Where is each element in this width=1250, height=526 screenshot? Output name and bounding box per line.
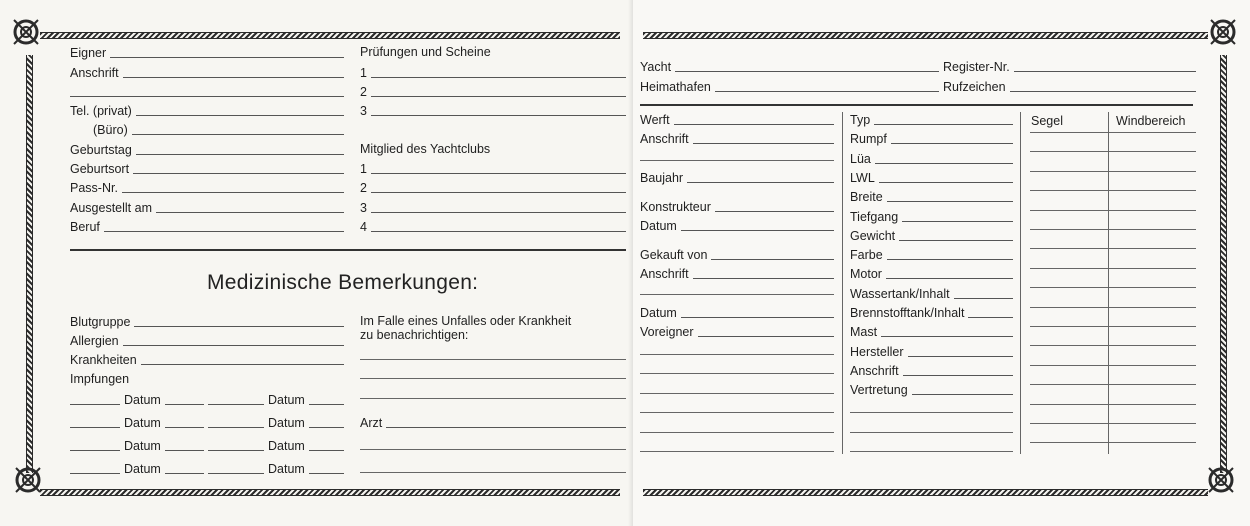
field-hersteller[interactable]: Hersteller	[850, 343, 1013, 359]
field-ausgestellt-am[interactable]: Ausgestellt am	[70, 199, 344, 215]
arzt-line[interactable]	[360, 472, 626, 473]
anschrift-line[interactable]	[640, 160, 834, 161]
segel-header: Segel	[1031, 114, 1063, 128]
field-vertretung[interactable]: Vertretung	[850, 381, 1013, 397]
field-mast[interactable]: Mast	[850, 323, 1013, 339]
anchor-knot-icon	[8, 14, 44, 50]
sail-row-line[interactable]	[1030, 345, 1196, 346]
rope-border-top	[643, 32, 1208, 39]
sail-row-line[interactable]	[1030, 248, 1196, 249]
specs-line[interactable]	[850, 432, 1013, 433]
specs-line[interactable]	[850, 451, 1013, 452]
field-blutgruppe[interactable]: Blutgruppe	[70, 313, 344, 329]
impfung-row[interactable]: Datum	[208, 460, 344, 476]
impfung-row[interactable]: Datum	[208, 414, 344, 430]
sail-row-line[interactable]	[1030, 171, 1196, 172]
field-tel-buero[interactable]: (Büro)	[93, 121, 344, 137]
field-anschrift[interactable]: Anschrift	[70, 64, 344, 80]
sail-row-line[interactable]	[1030, 268, 1196, 269]
right-page	[633, 0, 1250, 526]
voreigner-line[interactable]	[640, 412, 834, 413]
notify-line[interactable]	[360, 378, 626, 379]
rope-border-bottom	[643, 489, 1208, 496]
field-breite[interactable]: Breite	[850, 188, 1013, 204]
sail-row-line[interactable]	[1030, 423, 1196, 424]
voreigner-line[interactable]	[640, 451, 834, 452]
pruefungen-heading: Prüfungen und Scheine	[360, 45, 491, 59]
field-anschrift[interactable]: Anschrift	[640, 130, 834, 146]
field-anschrift-line2[interactable]	[70, 83, 344, 99]
sail-row-line[interactable]	[1030, 229, 1196, 230]
field-arzt[interactable]: Arzt	[360, 414, 626, 430]
field-konstrukteur[interactable]: Konstrukteur	[640, 198, 834, 214]
anchor-knot-icon	[1203, 462, 1239, 498]
field-eigner[interactable]: Eigner	[70, 44, 344, 60]
field-mitglied-2[interactable]: 2	[360, 179, 626, 195]
impfung-row[interactable]: Datum	[70, 460, 204, 476]
notify-label-1: Im Falle eines Unfalles oder Krankheit	[360, 314, 572, 328]
field-baujahr[interactable]: Baujahr	[640, 169, 834, 185]
field-rumpf[interactable]: Rumpf	[850, 130, 1013, 146]
field-voreigner[interactable]: Voreigner	[640, 323, 834, 339]
field-tiefgang[interactable]: Tiefgang	[850, 208, 1013, 224]
voreigner-line[interactable]	[640, 373, 834, 374]
impfung-row[interactable]: Datum	[208, 437, 344, 453]
field-lua[interactable]: Lüa	[850, 150, 1013, 166]
sail-row-line[interactable]	[1030, 132, 1196, 133]
sail-row-line[interactable]	[1030, 210, 1196, 211]
impfung-row[interactable]: Datum	[70, 414, 204, 430]
field-pruefung-1[interactable]: 1	[360, 64, 626, 80]
field-wassertank[interactable]: Wassertank/Inhalt	[850, 285, 1013, 301]
field-datum-2[interactable]: Datum	[640, 304, 834, 320]
sail-row-line[interactable]	[1030, 365, 1196, 366]
field-gewicht[interactable]: Gewicht	[850, 227, 1013, 243]
sail-row-line[interactable]	[1030, 442, 1196, 443]
field-lwl[interactable]: LWL	[850, 169, 1013, 185]
field-mitglied-4[interactable]: 4	[360, 218, 626, 234]
field-allergien[interactable]: Allergien	[70, 332, 344, 348]
field-farbe[interactable]: Farbe	[850, 246, 1013, 262]
field-pass-nr[interactable]: Pass-Nr.	[70, 179, 344, 195]
impfungen-label: Impfungen	[70, 372, 130, 386]
impfung-row[interactable]: Datum	[70, 391, 204, 407]
field-register-nr[interactable]: Register-Nr.	[943, 58, 1196, 74]
sail-row-line[interactable]	[1030, 307, 1196, 308]
field-pruefung-2[interactable]: 2	[360, 83, 626, 99]
field-krankheiten[interactable]: Krankheiten	[70, 351, 344, 367]
rope-border-right	[1220, 55, 1227, 473]
impfung-row[interactable]: Datum	[70, 437, 204, 453]
sail-row-line[interactable]	[1030, 384, 1196, 385]
specs-line[interactable]	[850, 412, 1013, 413]
field-geburtstag[interactable]: Geburtstag	[70, 141, 344, 157]
mitglied-heading: Mitglied des Yachtclubs	[360, 142, 491, 156]
field-anschrift-2[interactable]: Anschrift	[640, 265, 834, 281]
field-typ[interactable]: Typ	[850, 111, 1013, 127]
field-geburtsort[interactable]: Geburtsort	[70, 160, 344, 176]
field-gekauft-von[interactable]: Gekauft von	[640, 246, 834, 262]
field-heimathafen[interactable]: Heimathafen	[640, 78, 939, 94]
field-brennstofftank[interactable]: Brennstofftank/Inhalt	[850, 304, 1013, 320]
notify-label-2: zu benachrichtigen:	[360, 328, 469, 342]
voreigner-line[interactable]	[640, 393, 834, 394]
field-pruefung-3[interactable]: 3	[360, 102, 626, 118]
rope-border-bottom	[40, 489, 620, 496]
impfung-row[interactable]: Datum	[208, 391, 344, 407]
field-tel-privat[interactable]: Tel. (privat)	[70, 102, 344, 118]
sail-row-line[interactable]	[1030, 190, 1196, 191]
field-yacht[interactable]: Yacht	[640, 58, 939, 74]
sail-row-line[interactable]	[1030, 287, 1196, 288]
notify-line[interactable]	[360, 359, 626, 360]
anchor-knot-icon	[1205, 14, 1241, 50]
voreigner-line[interactable]	[640, 432, 834, 433]
voreigner-line[interactable]	[640, 354, 834, 355]
sail-row-line[interactable]	[1030, 404, 1196, 405]
field-rufzeichen[interactable]: Rufzeichen	[943, 78, 1196, 94]
rope-border-left	[26, 55, 33, 473]
field-motor[interactable]: Motor	[850, 265, 1013, 281]
anchor-knot-icon	[10, 462, 46, 498]
medical-title: Medizinische Bemerkungen:	[207, 271, 479, 294]
sail-row-line[interactable]	[1030, 151, 1196, 152]
field-mitglied-3[interactable]: 3	[360, 199, 626, 215]
field-datum[interactable]: Datum	[640, 217, 834, 233]
field-werft[interactable]: Werft	[640, 111, 834, 127]
rope-border-top	[40, 32, 620, 39]
column-divider	[842, 112, 843, 454]
windbereich-header: Windbereich	[1116, 114, 1186, 128]
section-divider	[640, 104, 1193, 106]
field-mitglied-1[interactable]: 1	[360, 160, 626, 176]
section-divider	[70, 249, 626, 251]
field-specs-anschrift[interactable]: Anschrift	[850, 362, 1013, 378]
field-beruf[interactable]: Beruf	[70, 218, 344, 234]
notify-line[interactable]	[360, 398, 626, 399]
column-divider	[1020, 112, 1021, 454]
arzt-line[interactable]	[360, 449, 626, 450]
anschrift-2-line[interactable]	[640, 294, 834, 295]
sail-row-line[interactable]	[1030, 326, 1196, 327]
